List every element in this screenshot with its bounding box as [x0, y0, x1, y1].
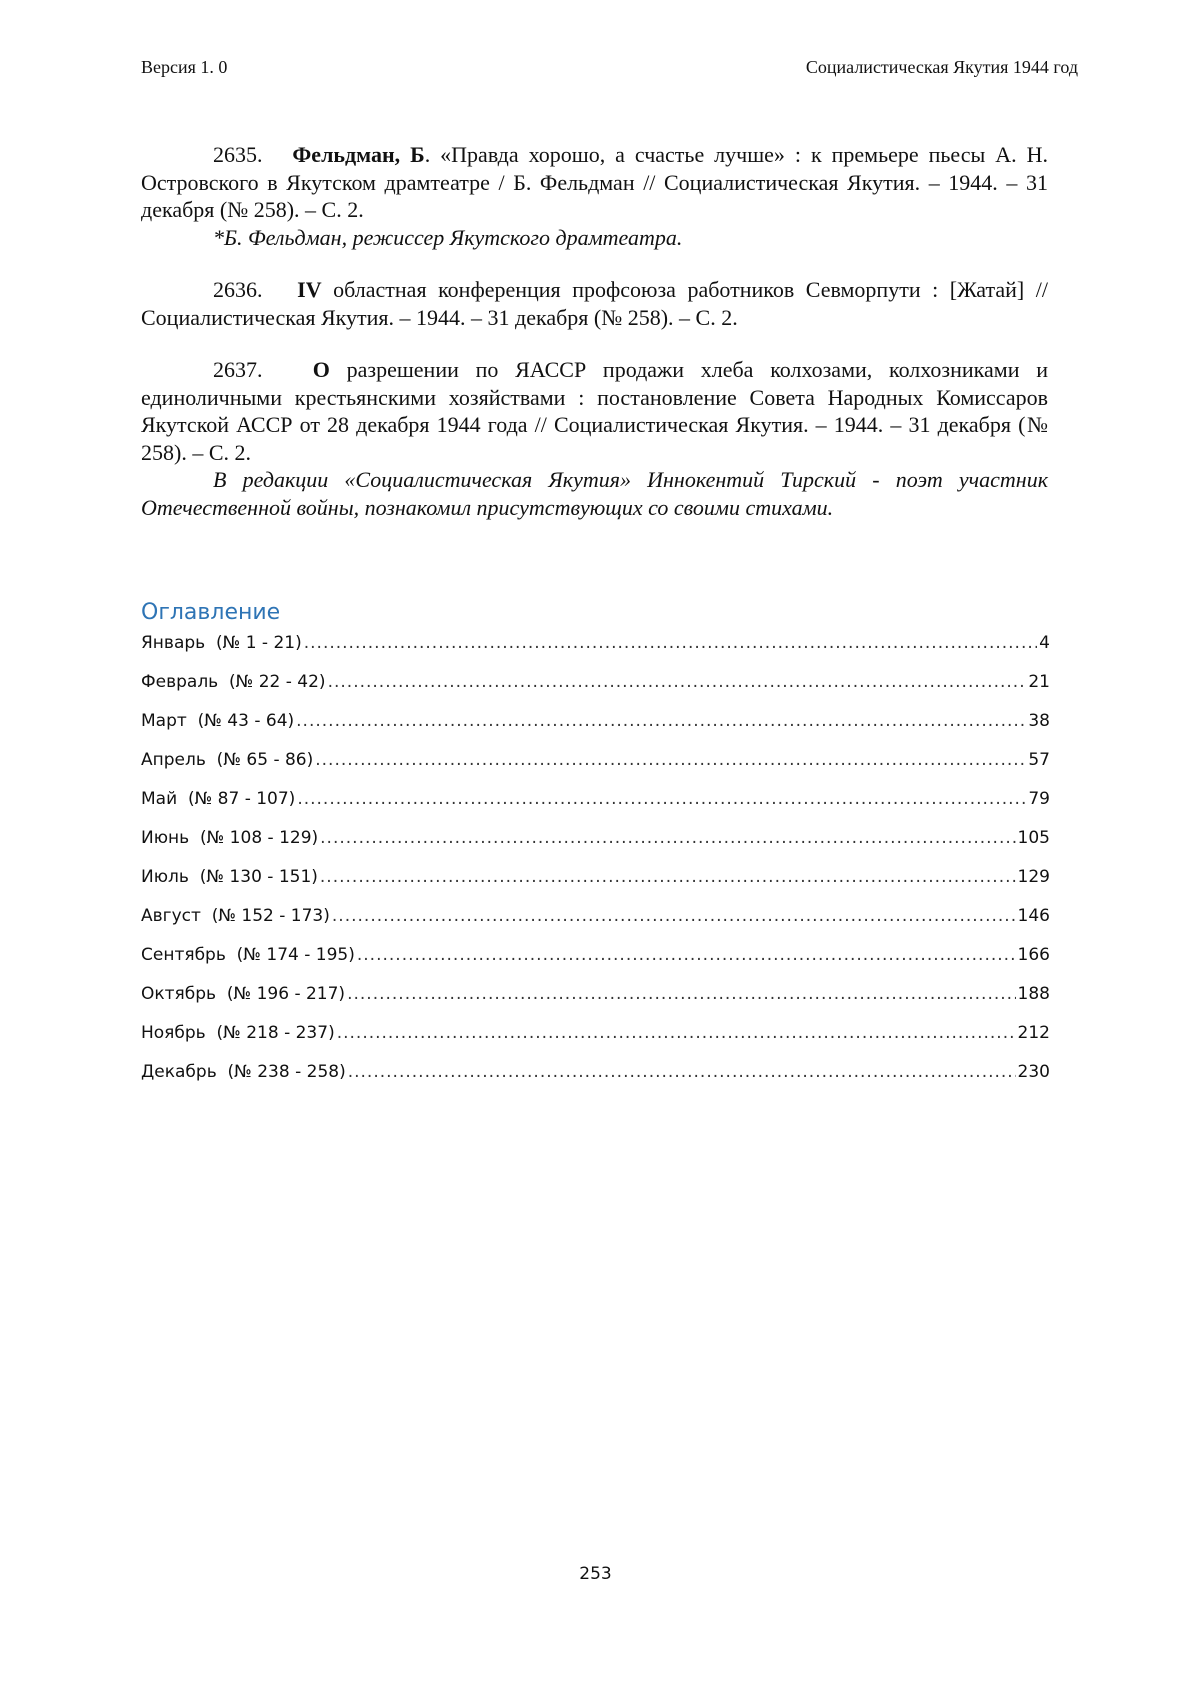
toc-leader-dots — [337, 1023, 1016, 1043]
toc-list — [141, 633, 1050, 1101]
toc-item-page: 79 — [1028, 789, 1050, 809]
toc-leader-dots — [304, 633, 1037, 653]
entry-text: . «Правда хорошо, а счастье лучше» : к премьере пьесы А. Н. Островского в Якутском драмтеатре / Б. Фельдман // Социалистическая Якутия. – 1944. – 31 декабря (№ 258). – С. 2. — [141, 142, 1048, 222]
toc-item-label: Ноябрь (№ 218 - 237) — [141, 1023, 335, 1043]
entry-author: Фельдман, Б — [292, 142, 425, 167]
page-number: 253 — [579, 1564, 612, 1584]
entry-text: областная конференция профсоюза работников Севморпути : [Жатай] // Социалистическая Якутия. – 1944. – 31 декабря (№ 258). – С. 2. — [141, 277, 1048, 330]
toc-item-label: Март (№ 43 - 64) — [141, 711, 295, 731]
toc-item-page: 129 — [1017, 867, 1050, 887]
toc-item[interactable] — [141, 672, 1050, 711]
header-title: Социалистическая Якутия 1944 год — [805, 57, 1078, 77]
toc-item-page: 146 — [1017, 906, 1050, 926]
toc-leader-dots — [297, 789, 1026, 809]
toc-leader-dots — [320, 828, 1015, 848]
toc-item[interactable] — [141, 906, 1050, 945]
toc-item-label: Декабрь (№ 238 - 258) — [141, 1062, 346, 1082]
toc-item-page: 166 — [1017, 945, 1050, 965]
bibliography-entry — [141, 141, 1048, 251]
toc-item-label: Август (№ 152 - 173) — [141, 906, 330, 926]
entry-number: 2637. — [213, 357, 263, 382]
table-of-contents — [141, 600, 1050, 1101]
toc-item-page: 57 — [1028, 750, 1050, 770]
toc-item-page: 230 — [1017, 1062, 1050, 1082]
toc-item[interactable] — [141, 828, 1050, 867]
toc-item-page: 38 — [1028, 711, 1050, 731]
entry-number: 2635. — [213, 142, 263, 167]
toc-item-page: 212 — [1017, 1023, 1050, 1043]
toc-leader-dots — [296, 711, 1026, 731]
entry-text: разрешении по ЯАССР продажи хлеба колхозами, колхозниками и единоличными крестьянскими хозяйствами : постановление Совета Народных Комиссаров Якутской АССР от 28 декабря 1944 года // Социалистическая Якутия. – 1944. – 31 декабря (№ 258). – С. 2. — [141, 357, 1049, 465]
bibliography-entry — [141, 276, 1048, 331]
toc-leader-dots — [357, 945, 1016, 965]
toc-item-label: Июль (№ 130 - 151) — [141, 867, 318, 887]
toc-leader-dots — [320, 867, 1016, 887]
toc-item-label: Июнь (№ 108 - 129) — [141, 828, 319, 848]
toc-item[interactable] — [141, 711, 1050, 750]
toc-leader-dots — [332, 906, 1016, 926]
toc-item[interactable] — [141, 1062, 1050, 1101]
toc-item[interactable] — [141, 633, 1050, 672]
toc-item-label: Февраль (№ 22 - 42) — [141, 672, 326, 692]
bibliography-entry — [141, 356, 1048, 521]
toc-item-label: Май (№ 87 - 107) — [141, 789, 296, 809]
toc-item[interactable] — [141, 867, 1050, 906]
toc-item[interactable] — [141, 984, 1050, 1023]
entry-note: *Б. Фельдман, режиссер Якутского драмтеатра. — [213, 224, 683, 250]
toc-item-label: Январь (№ 1 - 21) — [141, 633, 302, 653]
toc-item[interactable] — [141, 750, 1050, 789]
toc-item[interactable] — [141, 789, 1050, 828]
page-header — [141, 57, 1078, 78]
entry-lead-word: IV — [297, 277, 322, 302]
toc-leader-dots — [348, 1062, 1016, 1082]
toc-leader-dots — [315, 750, 1026, 770]
bibliography-entries — [141, 141, 1048, 546]
toc-title: Оглавление — [141, 600, 281, 625]
toc-item-page: 105 — [1017, 828, 1050, 848]
toc-item-label: Октябрь (№ 196 - 217) — [141, 984, 346, 1004]
toc-item-label: Апрель (№ 65 - 86) — [141, 750, 314, 770]
toc-leader-dots — [347, 984, 1015, 1004]
entry-lead-word: О — [312, 357, 330, 382]
toc-item-page: 21 — [1028, 672, 1050, 692]
toc-item-page: 4 — [1039, 633, 1050, 653]
entry-number: 2636. — [213, 277, 263, 302]
header-version: Версия 1. 0 — [141, 57, 228, 77]
toc-item-page: 188 — [1017, 984, 1050, 1004]
toc-item-label: Сентябрь (№ 174 - 195) — [141, 945, 355, 965]
entry-note: В редакции «Социалистическая Якутия» Иннокентий Тирский - поэт участник Отечественной войны, познакомил присутствующих со своими стихами. — [141, 467, 1048, 520]
toc-leader-dots — [328, 672, 1027, 692]
toc-item[interactable] — [141, 1023, 1050, 1062]
toc-item[interactable] — [141, 945, 1050, 984]
